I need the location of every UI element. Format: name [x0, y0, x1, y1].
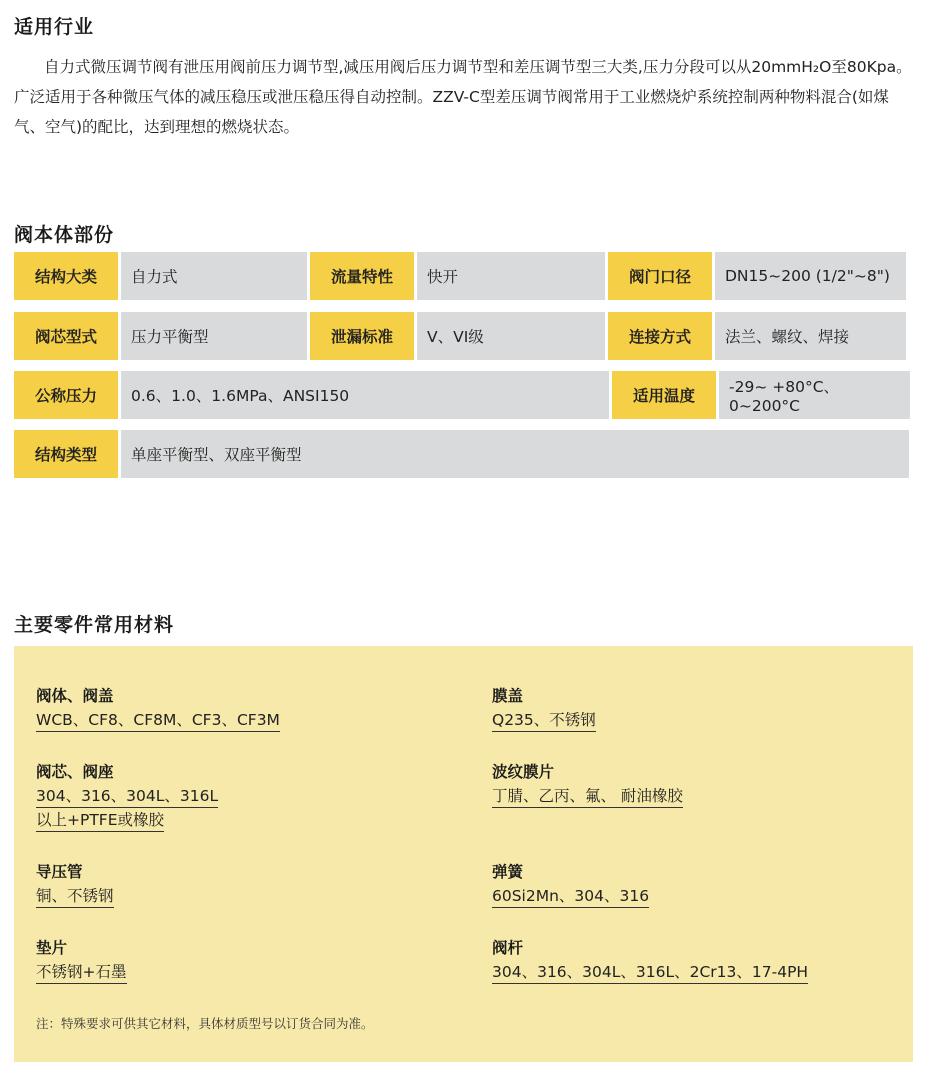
material-part-name: 阀体、阀盖	[36, 687, 114, 705]
material-item	[492, 684, 596, 732]
spec-row	[14, 371, 910, 419]
valve-body-section-title: 阀本体部份	[14, 224, 115, 246]
spec-value: 自力式	[121, 252, 307, 300]
spec-row	[14, 430, 909, 478]
material-item	[492, 860, 649, 908]
spec-row	[14, 252, 906, 300]
material-item	[36, 936, 127, 984]
material-spec: 不锈钢+石墨	[36, 960, 127, 984]
material-spec: 60Si2Mn、304、316	[492, 884, 649, 908]
material-item	[36, 860, 114, 908]
spec-value: 0.6、1.0、1.6MPa、ANSI150	[121, 371, 609, 419]
industry-section-title: 适用行业	[14, 16, 95, 38]
spec-label: 适用温度	[612, 371, 716, 419]
material-part-name: 波纹膜片	[492, 763, 555, 781]
industry-paragraph: 自力式微压调节阀有泄压用阀前压力调节型,减压用阀后压力调节型和差压调节型三大类,压力分段可以从20mmH₂O至80Kpa。广泛适用于各种微压气体的减压稳压或泄压稳压得自动控制。ZZV-C型差压调节阀常用于工业燃烧炉系统控制两种物料混合(如煤气、空气)的配比，达到理想的燃烧状态。	[14, 58, 912, 136]
spec-value: V、VI级	[417, 312, 605, 360]
spec-row	[14, 312, 906, 360]
spec-label: 结构类型	[14, 430, 118, 478]
material-item	[492, 760, 683, 808]
spec-label: 阀门口径	[608, 252, 712, 300]
spec-value: 法兰、螺纹、焊接	[715, 312, 906, 360]
material-part-name: 弹簧	[492, 863, 524, 881]
materials-panel	[14, 646, 913, 1062]
material-item	[36, 760, 218, 832]
spec-label: 连接方式	[608, 312, 712, 360]
spec-value: 压力平衡型	[121, 312, 307, 360]
material-item	[492, 936, 808, 984]
material-part-name: 垫片	[36, 939, 68, 957]
spec-value: 单座平衡型、双座平衡型	[121, 430, 909, 478]
material-part-name: 膜盖	[492, 687, 524, 705]
spec-label: 流量特性	[310, 252, 414, 300]
material-spec: 铜、不锈钢	[36, 884, 114, 908]
spec-label: 公称压力	[14, 371, 118, 419]
material-spec: 丁腈、乙丙、氟、 耐油橡胶	[492, 784, 683, 808]
spec-value: DN15~200 (1/2"~8")	[715, 252, 906, 300]
materials-section-title: 主要零件常用材料	[14, 614, 175, 636]
spec-label: 泄漏标准	[310, 312, 414, 360]
material-spec: Q235、不锈钢	[492, 708, 596, 732]
material-part-name: 阀杆	[492, 939, 524, 957]
material-spec: WCB、CF8、CF8M、CF3、CF3M	[36, 708, 280, 732]
material-part-name: 导压管	[36, 863, 83, 881]
spec-value: -29~ +80°C、0~200°C	[719, 371, 910, 419]
material-spec: 304、316、304L、316L	[36, 784, 218, 808]
material-spec: 以上+PTFE或橡胶	[36, 808, 164, 832]
material-item	[36, 684, 280, 732]
spec-label: 结构大类	[14, 252, 118, 300]
materials-note: 注：特殊要求可供其它材料，具体材质型号以订货合同为准。	[36, 1016, 374, 1031]
spec-label: 阀芯型式	[14, 312, 118, 360]
industry-description	[14, 52, 914, 142]
spec-value: 快开	[417, 252, 605, 300]
material-spec: 304、316、304L、316L、2Cr13、17-4PH	[492, 960, 808, 984]
material-part-name: 阀芯、阀座	[36, 763, 114, 781]
